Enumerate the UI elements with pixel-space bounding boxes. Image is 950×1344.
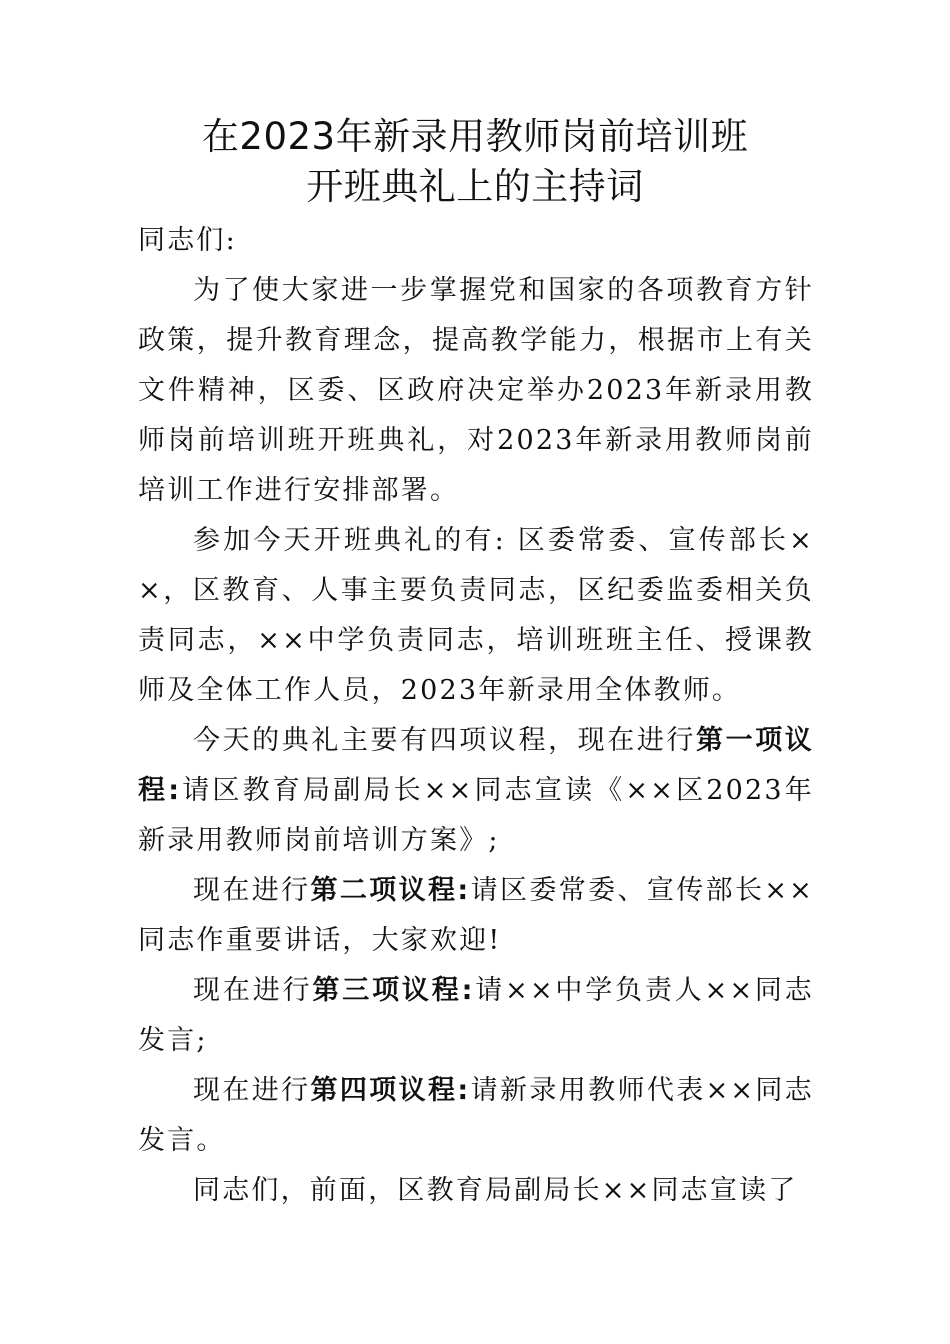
agenda-2-text: 请区委常委、宣传部长××同志作重要讲话，大家欢迎! (138, 875, 814, 956)
agenda-4-text: 请新录用教师代表××同志发言。 (138, 1075, 814, 1156)
document-title-line-1: 在2023年新录用教师岗前培训班 (201, 115, 749, 158)
salutation: 同志们: (138, 225, 237, 256)
paragraph-agenda-3 (138, 966, 814, 1066)
paragraph-closing: 同志们，前面，区教育局副局长××同志宣读了 (193, 1175, 798, 1206)
agenda-1-label: 第一项议程: (138, 725, 814, 806)
paragraph-agenda-1 (138, 716, 814, 866)
paragraph-attendees: 参加今天开班典礼的有: 区委常委、宣传部长××，区教育、人事主要负责同志，区纪委监委相关负责同志，××中学负责同志，培训班班主任、授课教师及全体工作人员，2023年新录用全体教师。 (138, 525, 814, 706)
agenda-1-text: 请区教育局副局长××同志宣读《××区2023年新录用教师岗前培训方案》; (138, 775, 814, 856)
agenda-3-label: 第三项议程: (312, 975, 475, 1006)
document-title-line-2: 开班典礼上的主持词 (306, 165, 644, 208)
agenda-4-intro: 现在进行 (193, 1075, 311, 1106)
paragraph-agenda-4 (138, 1066, 814, 1166)
paragraph-agenda-2 (138, 866, 814, 966)
paragraph-purpose: 为了使大家进一步掌握党和国家的各项教育方针政策，提升教育理念，提高教学能力，根据市上有关文件精神，区委、区政府决定举办2023年新录用教师岗前培训班开班典礼，对2023年新录用教师岗前培训工作进行安排部署。 (138, 275, 814, 506)
agenda-1-intro: 今天的典礼主要有四项议程，现在进行 (193, 725, 697, 756)
agenda-3-text: 请××中学负责人××同志发言; (138, 975, 814, 1056)
agenda-2-label: 第二项议程: (310, 875, 471, 906)
document-body (138, 216, 814, 1216)
agenda-2-intro: 现在进行 (193, 875, 311, 906)
agenda-4-label: 第四项议程: (310, 1075, 471, 1106)
agenda-3-intro: 现在进行 (193, 975, 313, 1006)
